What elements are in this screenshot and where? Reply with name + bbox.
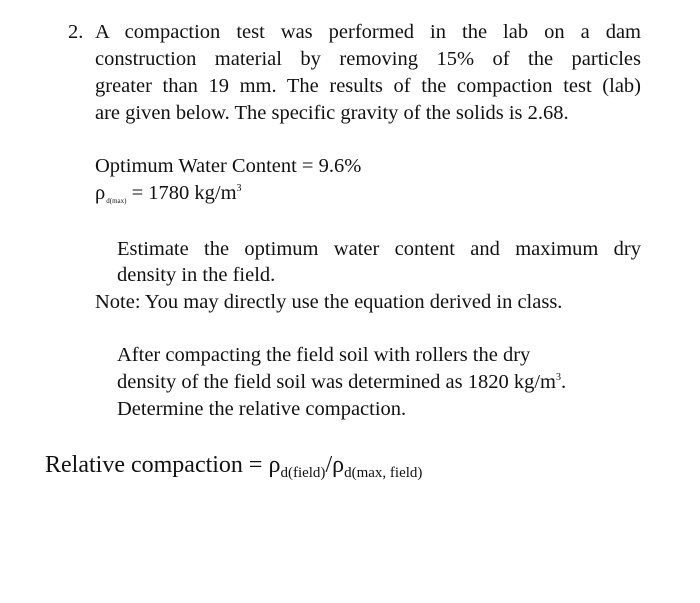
relative-compaction-formula xyxy=(45,452,423,481)
max-dry-density xyxy=(95,183,242,204)
problem-number: 2. xyxy=(68,21,84,43)
optimum-water-content: Optimum Water Content = 9.6% xyxy=(95,155,362,177)
note: Note: You may directly use the equation derived in class. xyxy=(95,291,563,313)
rho-symbol: ρ xyxy=(95,182,106,204)
field-density-end: . xyxy=(560,371,567,393)
formula-rho-2: ρ xyxy=(332,452,345,478)
field-density-text: density of the field soil was determined as 1820 kg/m xyxy=(117,371,556,393)
field-density-exponent: 3 xyxy=(555,372,561,384)
formula-slash: / xyxy=(325,452,333,478)
rho-subscript: d(max) xyxy=(106,197,127,205)
formula-label: Relative compaction = xyxy=(45,452,269,478)
formula-sub-1: d(field) xyxy=(280,465,326,481)
problem-line-1: A compaction test was performed in the lab on a dam xyxy=(95,21,641,43)
problem-line-4: are given below. The specific gravity of the solids is 2.68. xyxy=(95,102,569,124)
field-line-1: After compacting the field soil with rollers the dry xyxy=(117,344,531,366)
estimate-line-1: Estimate the optimum water content and maximum dry xyxy=(117,238,641,260)
rho-exponent: 3 xyxy=(236,183,242,195)
rho-value: = 1780 kg/m xyxy=(126,182,237,204)
problem-line-2: construction material by removing 15% of the particles xyxy=(95,48,641,70)
estimate-line-2: density in the field. xyxy=(117,264,276,286)
field-line-3: Determine the relative compaction. xyxy=(117,398,407,420)
problem-line-3: greater than 19 mm. The results of the compaction test (lab) xyxy=(95,75,641,97)
formula-sub-2: d(max, field) xyxy=(344,465,423,481)
formula-rho-1: ρ xyxy=(268,452,281,478)
field-line-2 xyxy=(117,372,566,393)
